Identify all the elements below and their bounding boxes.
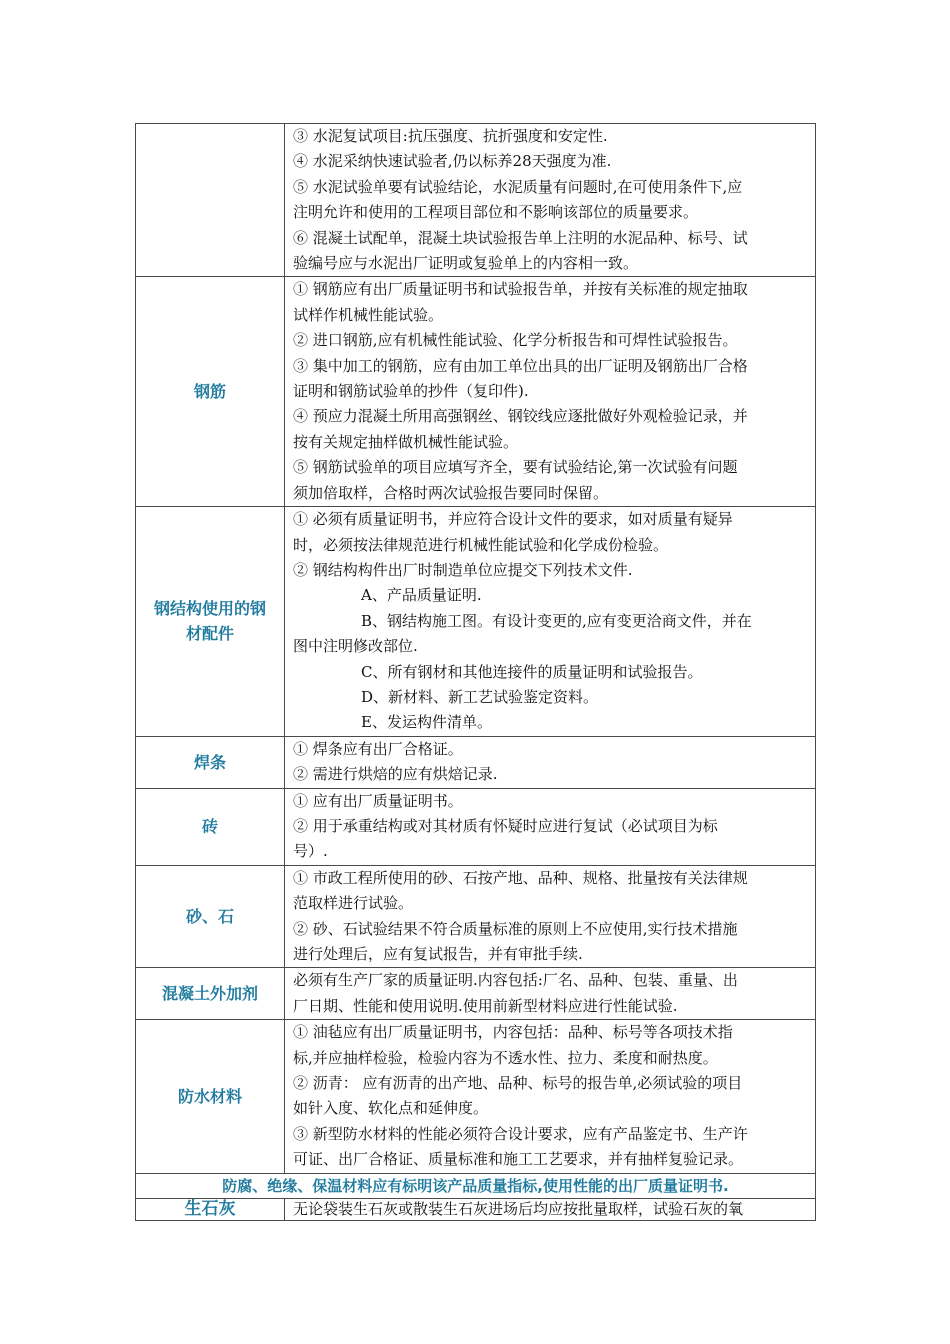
content-line: 如针入度、软化点和延伸度。 <box>293 1099 489 1118</box>
content-line: ② 进口钢筋,应有机械性能试验、化学分析报告和可焊性试验报告。 <box>293 331 738 350</box>
row-content-sand-stone <box>285 865 816 968</box>
content-line: ① 焊条应有出厂合格证。 <box>293 739 463 758</box>
content-line: ② 钢结构构件出厂时制造单位应提交下列技术文件. <box>293 560 633 579</box>
row-content-cement <box>285 124 816 277</box>
content-line: 可证、出厂合格证、质量标准和施工工艺要求，并有抽样复验记录。 <box>293 1150 744 1169</box>
row-label-sand-stone: 砂、石 <box>136 865 285 968</box>
sub-item-line: C、所有钢材和其他连接件的质量证明和试验报告。 <box>361 662 703 681</box>
row-label-rebar: 钢筋 <box>136 277 285 507</box>
row-content-quicklime <box>285 1198 816 1220</box>
content-line: 号）. <box>293 842 328 861</box>
row-content-concrete-admixture <box>285 968 816 1020</box>
content-line: ⑥ 混凝土试配单，混凝土块试验报告单上注明的水泥品种、标号、试 <box>293 228 748 247</box>
anticorrosion-note: 防腐、绝缘、保温材料应有标明该产品质量指标,使用性能的出厂质量证明书. <box>136 1173 816 1198</box>
content-line: ② 沥青： 应有沥青的出产地、品种、标号的报告单,必须试验的项目 <box>293 1074 743 1093</box>
content-line: ② 需进行烘焙的应有烘焙记录. <box>293 765 498 784</box>
materials-requirements-table <box>135 123 816 1221</box>
row-content-steel-structure <box>285 507 816 737</box>
content-line: ④ 水泥采纳快速试验者,仍以标养28天强度为准. <box>293 152 612 171</box>
content-line: 图中注明修改部位. <box>293 637 418 656</box>
content-line: ② 用于承重结构或对其材质有怀疑时应进行复试（必试项目为标 <box>293 816 718 835</box>
content-line: 无论袋装生石灰或散装生石灰进场后均应按批量取样，试验石灰的氧 <box>293 1199 744 1218</box>
row-content-brick <box>285 788 816 865</box>
content-line: ① 钢筋应有出厂质量证明书和试验报告单，并按有关标准的规定抽取 <box>293 280 748 299</box>
content-line: ⑤ 钢筋试验单的项目应填写齐全，要有试验结论,第一次试验有问题 <box>293 458 738 477</box>
table-row-concrete-admixture <box>136 968 816 1020</box>
content-line: 证明和钢筋试验单的抄件（复印件). <box>293 382 529 401</box>
content-line: 进行处理后，应有复试报告，并有审批手续. <box>293 945 583 963</box>
content-line: ① 油毡应有出厂质量证明书，内容包括：品种、标号等各项技术指 <box>293 1023 733 1042</box>
table-row-brick <box>136 788 816 865</box>
sub-item-line: B、钢结构施工图。有设计变更的,应有变更洽商文件，并在 <box>361 611 752 630</box>
table-row-quicklime <box>136 1198 816 1220</box>
table-row-anticorrosion-note <box>136 1173 816 1198</box>
content-line: ① 必须有质量证明书，并应符合设计文件的要求，如对质量有疑异 <box>293 510 733 529</box>
content-line: 厂日期、性能和使用说明.使用前新型材料应进行性能试验. <box>293 996 678 1015</box>
content-line: 必须有生产厂家的质量证明.内容包括:厂名、品种、包装、重量、出 <box>293 971 738 990</box>
table-row-steel-structure <box>136 507 816 737</box>
row-content-rebar <box>285 277 816 507</box>
content-line: ① 应有出厂质量证明书。 <box>293 791 463 810</box>
label-line: 钢结构使用的钢 <box>153 599 266 619</box>
content-line: ③ 新型防水材料的性能必须符合设计要求，应有产品鉴定书、生产许 <box>293 1124 748 1143</box>
sub-item-line: A、产品质量证明. <box>361 586 482 605</box>
content-line: 注明允许和使用的工程项目部位和不影响该部位的质量要求。 <box>293 203 699 222</box>
table-row-waterproof <box>136 1020 816 1173</box>
content-line: ③ 水泥复试项目:抗压强度、抗折强度和安定性. <box>293 127 608 145</box>
row-content-waterproof <box>285 1020 816 1173</box>
row-label-welding-rod: 焊条 <box>136 736 285 788</box>
content-line: 时，必须按法律规范进行机械性能试验和化学成份检验。 <box>293 535 669 554</box>
table-row-rebar <box>136 277 816 507</box>
sub-item-line: D、新材料、新工艺试验鉴定资料。 <box>361 687 599 706</box>
content-line: 按有关规定抽样做机械性能试验。 <box>293 432 519 451</box>
content-line: ② 砂、石试验结果不符合质量标准的原则上不应使用,实行技术措施 <box>293 919 738 938</box>
row-label-brick: 砖 <box>136 788 285 865</box>
content-line: 须加倍取样，合格时两次试验报告要同时保留。 <box>293 483 609 502</box>
row-label-quicklime: 生石灰 <box>136 1198 285 1220</box>
table-row-cement <box>136 124 816 277</box>
row-label-waterproof: 防水材料 <box>136 1020 285 1173</box>
content-line: ④ 预应力混凝土所用高强钢丝、钢铰线应逐批做好外观检验记录，并 <box>293 407 748 426</box>
content-line: ⑤ 水泥试验单要有试验结论，水泥质量有问题时,在可使用条件下,应 <box>293 177 743 196</box>
sub-item-line: E、发运构件清单。 <box>361 713 492 732</box>
content-line: 试样作机械性能试验。 <box>293 305 444 324</box>
table-row-welding-rod <box>136 736 816 788</box>
row-label-cement <box>136 124 285 277</box>
content-line: 标,并应抽样检验，检验内容为不透水性、拉力、柔度和耐热度。 <box>293 1048 718 1067</box>
table-row-sand-stone <box>136 865 816 968</box>
content-line: 范取样进行试验。 <box>293 894 414 913</box>
row-content-welding-rod <box>285 736 816 788</box>
content-line: 验编号应与水泥出厂证明或复验单上的内容相一致。 <box>293 254 639 273</box>
row-label-concrete-admixture: 混凝土外加剂 <box>136 968 285 1020</box>
content-line: ③ 集中加工的钢筋，应有由加工单位出具的出厂证明及钢筋出厂合格 <box>293 356 748 375</box>
content-line: ① 市政工程所使用的砂、石按产地、品种、规格、批量按有关法律规 <box>293 868 748 887</box>
row-label-steel-structure <box>136 507 285 737</box>
label-line: 材配件 <box>185 624 234 644</box>
